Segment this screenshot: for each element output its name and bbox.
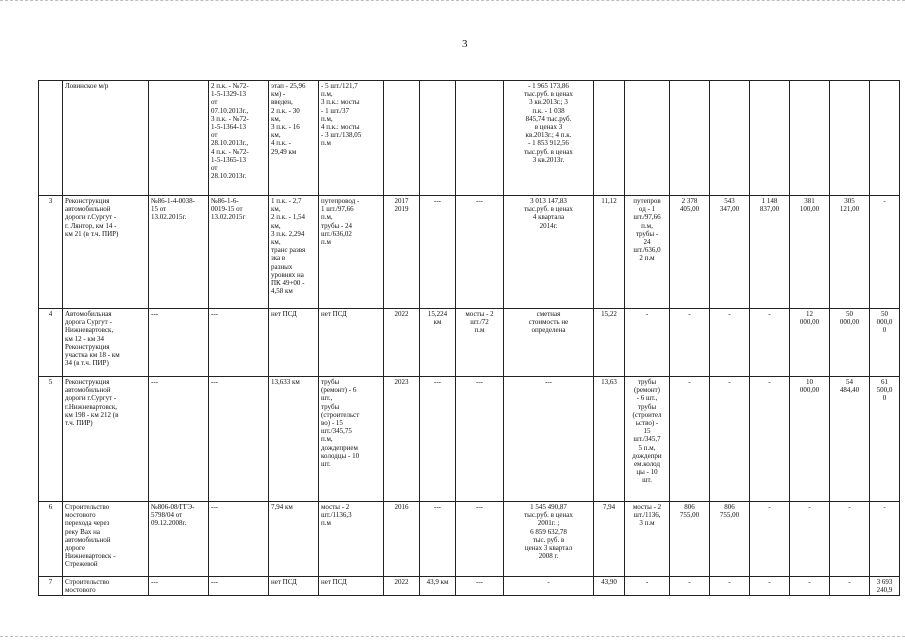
table-cell: - 1 965 173,86 тыс.руб. в ценах 3 кв.2013г.; 3 п.к. - 1 038 845,74 тыс.руб. в ценах 3 кв.2013г.; 4 п.к. - 1 853 912,56 тыс.руб. в ценах 3 кв.2013г. <box>504 81 594 196</box>
table-cell: трубы (ремонт) - 6 шт., трубы (строительст во) - 15 шт./345,75 п.м, дождеприем колодцы - 10 шт. <box>319 377 384 502</box>
table-cell: --- <box>149 309 209 377</box>
table-row <box>39 502 900 577</box>
table-cell: 2017 2019 <box>384 196 420 309</box>
table-cell: - <box>625 309 670 377</box>
table-cell <box>149 81 209 196</box>
table-cell: 1 п.к. - 2,7 км, 2 п.к. - 1,54 км, 3 п.к. 2,294 км, транс развя зка в разных уровнях на ПК 49+00 - 4,58 км <box>269 196 319 309</box>
table-cell: 43,9 км <box>420 577 456 596</box>
table-cell: №86-1-6- 0019-15 от 13.02.2015г <box>209 196 269 309</box>
table-row <box>39 196 900 309</box>
table-cell: нет ПСД <box>269 577 319 596</box>
table-cell: --- <box>209 309 269 377</box>
table-cell: - <box>670 377 710 502</box>
table-cell: 13,63 <box>594 377 625 502</box>
table-cell: 3 693 240,9 <box>870 577 900 596</box>
table-cell: 2016 <box>384 502 420 577</box>
table-cell: мосты - 2 шт./72 п.м <box>456 309 504 377</box>
table-cell: 2 п.к. - №72- 1-5-1329-13 от 07.10.2013г., 3 п.к. - №72- 1-5-1364-13 от 28.10.2013г., 4 п.к. - №72- 1-5-1365-13 от 28.10.2013г. <box>209 81 269 196</box>
table-cell: - <box>830 502 870 577</box>
table-cell <box>830 81 870 196</box>
table-cell: путепров од - 1 шт./97,66 п.м, трубы - 24 шт./636,0 2 п.м <box>625 196 670 309</box>
scan-edge-top <box>0 0 905 1</box>
table-cell <box>625 81 670 196</box>
table-cell: --- <box>149 577 209 596</box>
table-cell: - <box>670 577 710 596</box>
table-cell: 6 <box>39 502 63 577</box>
table-cell: --- <box>420 502 456 577</box>
table-cell: Строительство мостового <box>63 577 149 596</box>
table-cell: нет ПСД <box>269 309 319 377</box>
table-cell: - <box>710 377 750 502</box>
table-cell: 806 755,00 <box>670 502 710 577</box>
table-cell: - <box>750 309 790 377</box>
table-cell: 50 000,00 <box>830 309 870 377</box>
table-cell <box>420 81 456 196</box>
table-cell: 10 000,00 <box>790 377 830 502</box>
table-cell: --- <box>504 377 594 502</box>
table-cell: - <box>504 577 594 596</box>
table-cell <box>670 81 710 196</box>
table-cell: - <box>870 502 900 577</box>
table-cell <box>790 81 830 196</box>
table-cell: 43,90 <box>594 577 625 596</box>
table-cell: нет ПСД <box>319 309 384 377</box>
table-cell: --- <box>149 377 209 502</box>
table-cell <box>384 81 420 196</box>
table-cell: 7 <box>39 577 63 596</box>
table-cell <box>870 81 900 196</box>
table-row <box>39 81 900 196</box>
table-row <box>39 309 900 377</box>
table-cell: 15,22 <box>594 309 625 377</box>
table-cell <box>456 81 504 196</box>
table-cell: Ловинское м/р <box>63 81 149 196</box>
table-cell: - <box>750 377 790 502</box>
table-cell: --- <box>209 502 269 577</box>
table-cell: --- <box>420 377 456 502</box>
table-cell: 2022 <box>384 309 420 377</box>
table-cell: - 5 шт./121,7 п.м, 3 п.к.: мосты - 1 шт./37 п.м, 4 п.к.: мосты - 3 шт./138,05 п.м <box>319 81 384 196</box>
table-cell: 12 000,00 <box>790 309 830 377</box>
table-cell: 381 100,00 <box>790 196 830 309</box>
table-cell: - <box>870 196 900 309</box>
table-cell: 13,633 км <box>269 377 319 502</box>
table-cell: 3 013 147,83 тыс.руб. в ценах 4 квартала 2014г. <box>504 196 594 309</box>
table-row <box>39 577 900 596</box>
table-cell: - <box>750 502 790 577</box>
table-row <box>39 377 900 502</box>
table-cell: --- <box>209 377 269 502</box>
table-cell: - <box>710 577 750 596</box>
table-cell <box>594 81 625 196</box>
table-cell <box>39 81 63 196</box>
table-cell: - <box>710 309 750 377</box>
table-cell: 2023 <box>384 377 420 502</box>
table-cell: Реконструкция автомобильной дороги г.Сургут - г. Лянтор, км 14 - км 21 (в т.ч. ПИР) <box>63 196 149 309</box>
table-cell: --- <box>209 577 269 596</box>
table-cell: - <box>790 577 830 596</box>
table-cell: - <box>670 309 710 377</box>
table-cell: Автомобильная дорога Сургут - Нижневартовск, км 12 - км 34 Реконструкция участка км 18 - км 34 (в т.ч. ПИР) <box>63 309 149 377</box>
table-cell <box>710 81 750 196</box>
table-cell: путепровод - 1 шт./97,66 п.м, трубы - 24 шт./636,02 п.м <box>319 196 384 309</box>
table-cell: 5 <box>39 377 63 502</box>
table-cell: нет ПСД <box>319 577 384 596</box>
table-cell: - <box>790 502 830 577</box>
scan-edge-bottom <box>0 636 905 637</box>
table-cell: 7,94 <box>594 502 625 577</box>
table-cell: --- <box>456 377 504 502</box>
page-number: 3 <box>462 38 468 50</box>
table-cell: 11,12 <box>594 196 625 309</box>
table-cell: мосты - 2 шт./1136,3 п.м <box>319 502 384 577</box>
table-cell: 3 <box>39 196 63 309</box>
table-cell <box>750 81 790 196</box>
projects-table-body <box>39 81 900 596</box>
table-cell: №806-08/ГГЭ- 5798/04 от 09.12.2008г. <box>149 502 209 577</box>
table-cell: - <box>830 577 870 596</box>
table-cell: этап - 25,96 км) - введен, 2 п.к. - 30 км, 3 п.к. - 16 км, 4 п.к. - 29,49 км <box>269 81 319 196</box>
table-cell: 7,94 км <box>269 502 319 577</box>
table-cell: 15,224 км <box>420 309 456 377</box>
table-cell: 2022 <box>384 577 420 596</box>
table-cell: Строительство мостового перехода через реку Вах на автомобильной дороге Нижневартовск - Стрежевой <box>63 502 149 577</box>
table-cell: Реконструкция автомобильной дороги г.Сургут - г.Нижневартовск, км 198 - км 212 (в т.ч. ПИР) <box>63 377 149 502</box>
table-cell: 305 121,00 <box>830 196 870 309</box>
table-cell: 4 <box>39 309 63 377</box>
table-cell: - <box>625 577 670 596</box>
table-cell: №86-1-4-0038- 15 от 13.02.2015г. <box>149 196 209 309</box>
table-cell: --- <box>420 196 456 309</box>
table-cell: 61 500,0 0 <box>870 377 900 502</box>
table-cell: - <box>750 577 790 596</box>
table-cell: --- <box>456 196 504 309</box>
table-cell: трубы (ремонт) - 6 шт., трубы (строител ьство) - 15 шт./345,7 5 п.м, дождепри ем.колод цы - 10 шт. <box>625 377 670 502</box>
table-cell: 50 000,0 0 <box>870 309 900 377</box>
table-cell: 806 755,00 <box>710 502 750 577</box>
table-cell: мосты - 2 шт./1136, 3 п.м <box>625 502 670 577</box>
table-cell: сметная стоимость не определена <box>504 309 594 377</box>
table-cell: 543 347,00 <box>710 196 750 309</box>
projects-table <box>38 80 900 596</box>
table-cell: 54 484,40 <box>830 377 870 502</box>
table-cell: --- <box>456 577 504 596</box>
table-cell: 2 378 405,00 <box>670 196 710 309</box>
table-cell: 1 545 490,87 тыс.руб. в ценах 2001г. ; 6 859 632,78 тыс. руб. в ценах 3 квартал 2008 г. <box>504 502 594 577</box>
table-cell: 1 148 837,00 <box>750 196 790 309</box>
table-cell: --- <box>456 502 504 577</box>
